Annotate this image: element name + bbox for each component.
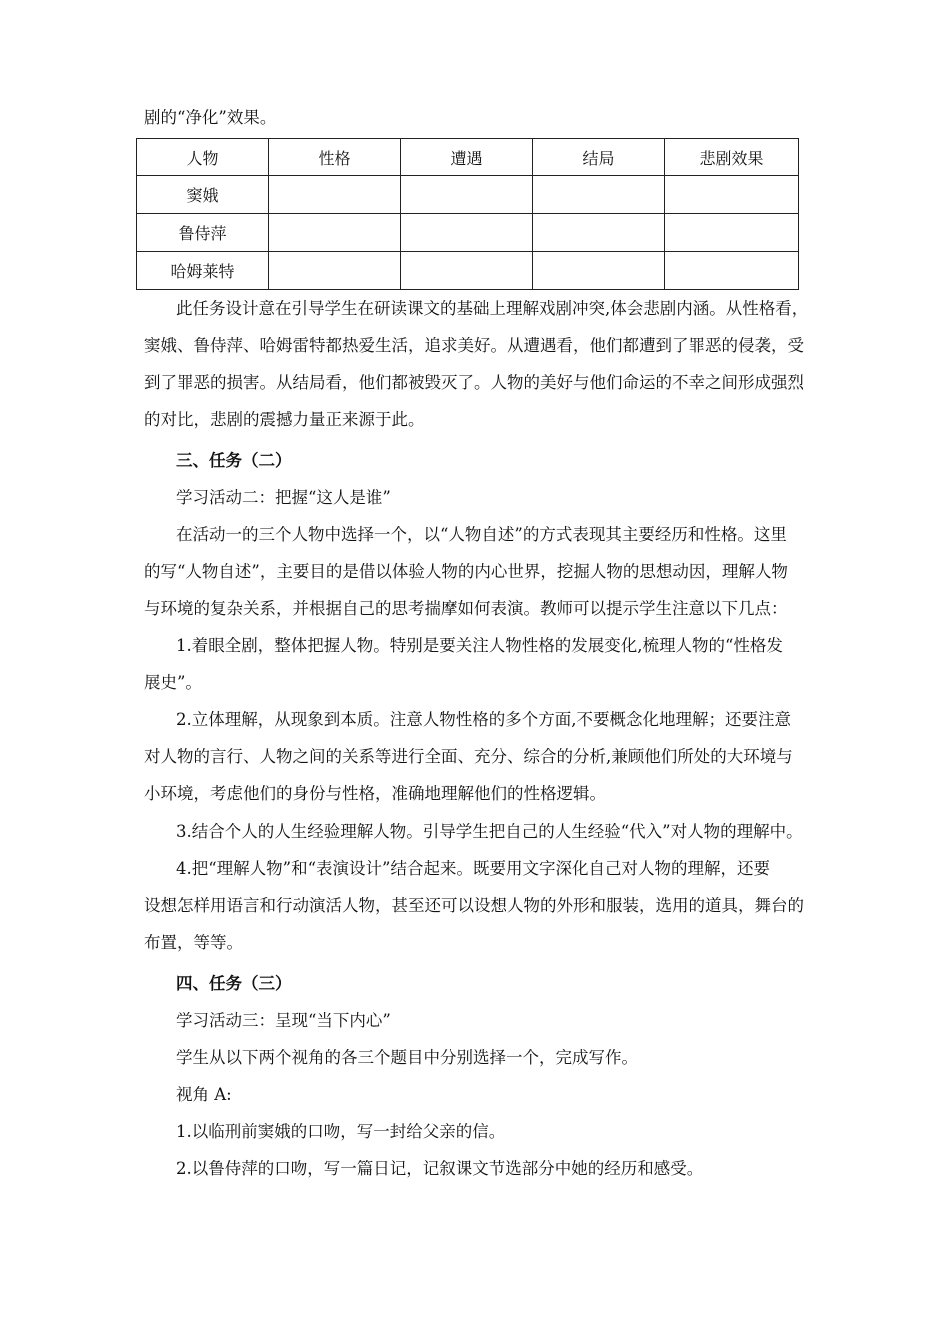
paragraph-line: 与环境的复杂关系，并根据自己的思考揣摩如何表演。教师可以提示学生注意以下几点：: [144, 599, 788, 618]
list-item: 小环境，考虑他们的身份与性格，准确地理解他们的性格逻辑。: [144, 784, 606, 803]
paragraph-line: 窦娥、鲁侍萍、哈姆雷特都热爱生活，追求美好。从遭遇看，他们都遭到了罪恶的侵袭，受: [144, 336, 804, 355]
list-item: 2.以鲁侍萍的口吻，写一篇日记，记叙课文节选部分中她的经历和感受。: [176, 1159, 704, 1178]
empty-cell[interactable]: [665, 252, 799, 290]
paragraph-line: 在活动一的三个人物中选择一个，以“人物自述”的方式表现其主要经历和性格。这里: [176, 525, 787, 544]
table-row: [137, 176, 799, 214]
list-item: 3.结合个人的人生经验理解人物。引导学生把自己的人生经验“代入”对人物的理解中。: [176, 822, 803, 841]
header-personality: 性格: [269, 139, 401, 176]
section-title: 三、任务（二）: [176, 451, 292, 470]
table-row: [137, 252, 799, 290]
character-analysis-table: [136, 138, 799, 290]
paragraph-line: 学生从以下两个视角的各三个题目中分别选择一个，完成写作。: [176, 1048, 638, 1067]
table-row: [137, 214, 799, 252]
table-header-row: [137, 139, 799, 176]
empty-cell[interactable]: [269, 176, 401, 214]
header-tragic-effect: 悲剧效果: [665, 139, 799, 176]
header-ending: 结局: [533, 139, 665, 176]
list-item: 1.以临刑前窦娥的口吻，写一封给父亲的信。: [176, 1122, 506, 1141]
paragraph-line: 的对比，悲剧的震撼力量正来源于此。: [144, 410, 425, 429]
empty-cell[interactable]: [269, 214, 401, 252]
row-name-cell: 哈姆莱特: [137, 252, 269, 290]
activity-title: 学习活动二：把握“这人是谁”: [176, 488, 391, 507]
empty-cell[interactable]: [533, 214, 665, 252]
empty-cell[interactable]: [401, 176, 533, 214]
list-item: 展史”。: [144, 673, 202, 692]
intro-line: 剧的“净化”效果。: [144, 108, 277, 127]
header-character: 人物: [137, 139, 269, 176]
paragraph-line: 到了罪恶的损害。从结局看，他们都被毁灭了。人物的美好与他们命运的不幸之间形成强烈: [144, 373, 804, 392]
paragraph-line: 此任务设计意在引导学生在研读课文的基础上理解戏剧冲突,体会悲剧内涵。从性格看，: [176, 299, 809, 318]
empty-cell[interactable]: [665, 214, 799, 252]
list-item: 4.把“理解人物”和“表演设计”结合起来。既要用文字深化自己对人物的理解，还要: [176, 859, 770, 878]
empty-cell[interactable]: [401, 214, 533, 252]
empty-cell[interactable]: [401, 252, 533, 290]
empty-cell[interactable]: [665, 176, 799, 214]
list-item: 1.着眼全剧，整体把握人物。特别是要关注人物性格的发展变化,梳理人物的“性格发: [176, 636, 783, 655]
list-item: 布置，等等。: [144, 933, 243, 952]
view-label: 视角 A:: [176, 1085, 232, 1104]
list-item: 对人物的言行、人物之间的关系等进行全面、充分、综合的分析,兼顾他们所处的大环境与: [144, 747, 793, 766]
list-item: 设想怎样用语言和行动演活人物，甚至还可以设想人物的外形和服装，选用的道具，舞台的: [144, 896, 804, 915]
row-name-cell: 鲁侍萍: [137, 214, 269, 252]
empty-cell[interactable]: [533, 176, 665, 214]
empty-cell[interactable]: [269, 252, 401, 290]
paragraph-line: 的写“人物自述”，主要目的是借以体验人物的内心世界，挖掘人物的思想动因，理解人物: [144, 562, 788, 581]
row-name-cell: 窦娥: [137, 176, 269, 214]
header-experience: 遭遇: [401, 139, 533, 176]
section-title: 四、任务（三）: [176, 974, 292, 993]
empty-cell[interactable]: [533, 252, 665, 290]
list-item: 2.立体理解，从现象到本质。注意人物性格的多个方面,不要概念化地理解；还要注意: [176, 710, 791, 729]
activity-title: 学习活动三：呈现“当下内心”: [176, 1011, 391, 1030]
